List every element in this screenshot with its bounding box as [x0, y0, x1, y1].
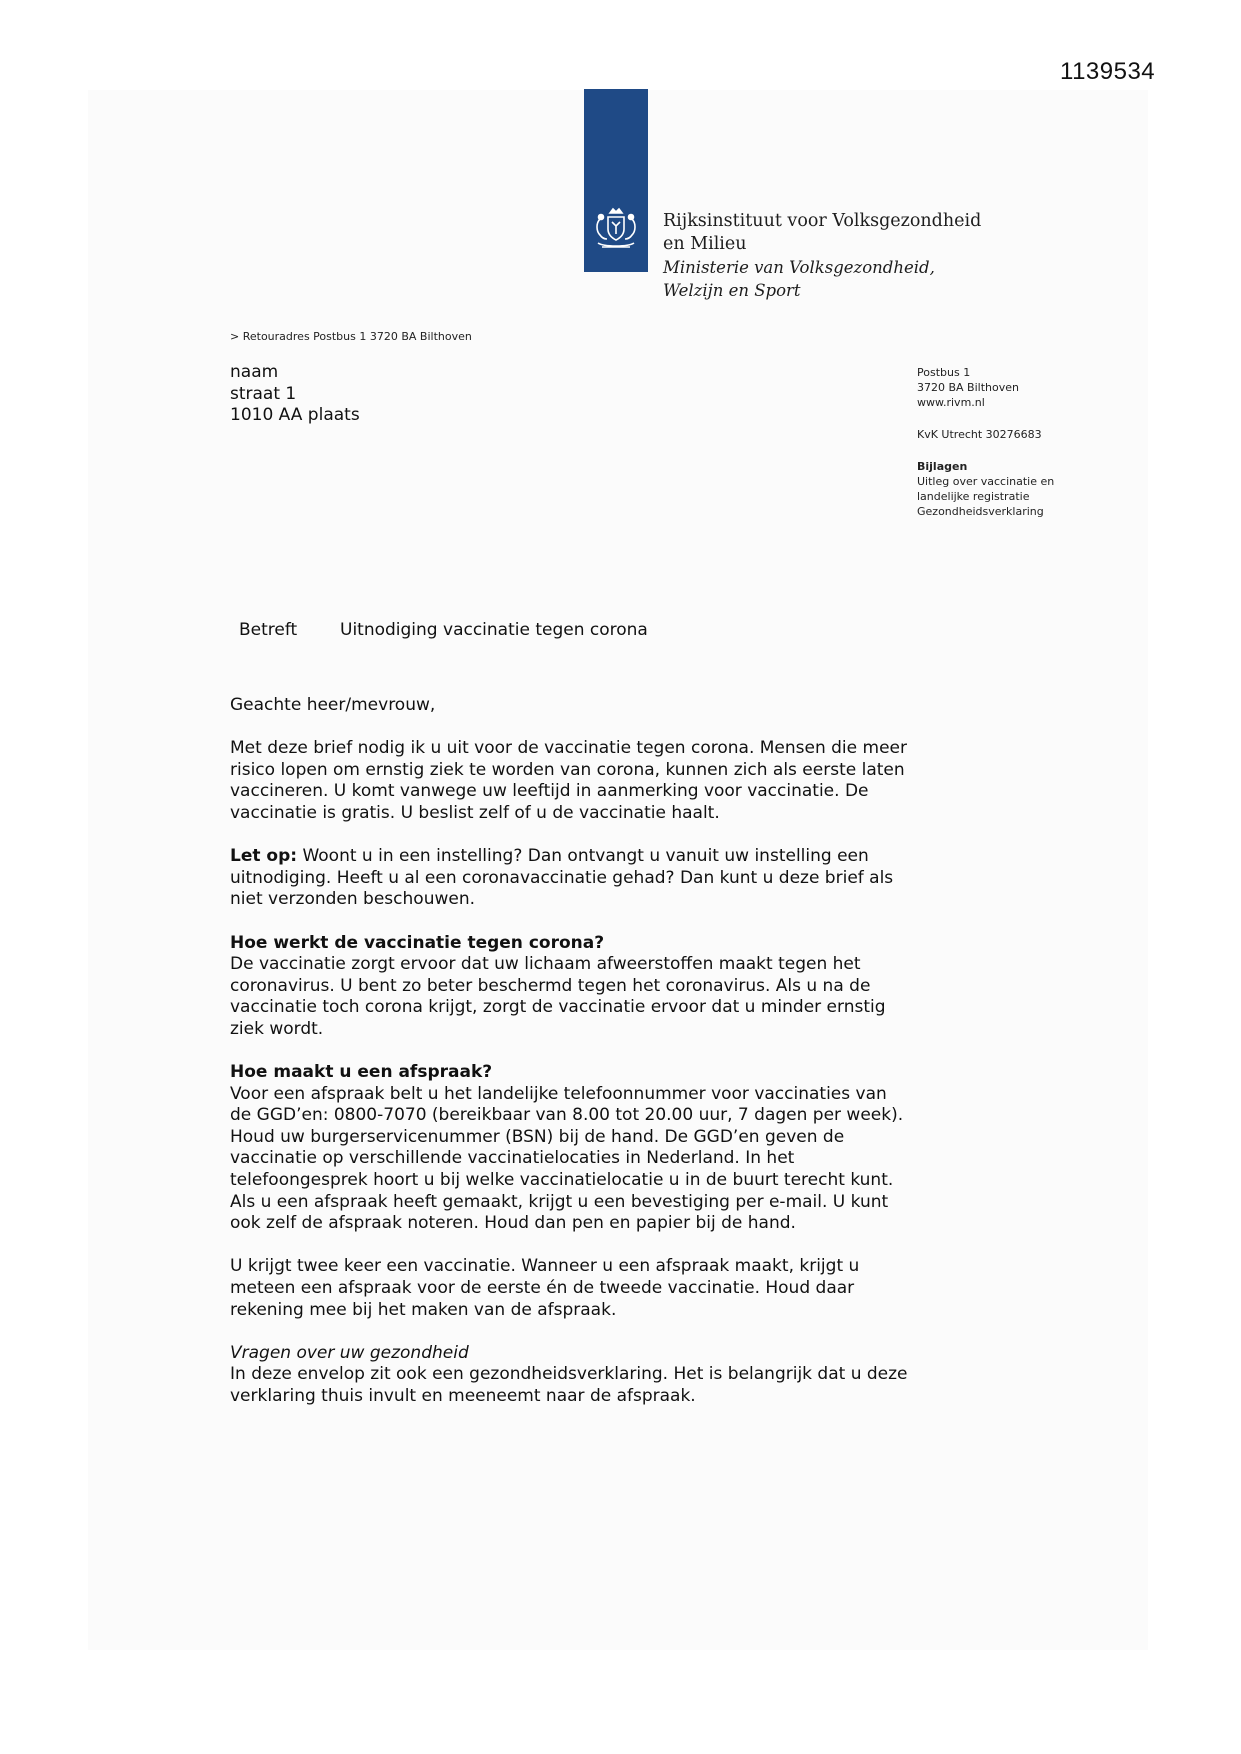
recipient-city: 1010 AA plaats: [230, 405, 360, 425]
salutation: Geachte heer/mevrouw,: [230, 695, 436, 715]
coat-of-arms-icon: [590, 203, 642, 255]
attachment-line-1: Uitleg over vaccinatie en: [917, 475, 1055, 488]
note-label: Let op:: [230, 846, 298, 867]
note-paragraph: [230, 846, 910, 911]
attachments-label: Bijlagen: [917, 460, 968, 473]
org-line-1: Rijksinstituut voor Volksgezondheid: [663, 211, 982, 231]
ministry-line-2: Welzijn en Sport: [663, 281, 801, 300]
org-line-2: en Milieu: [663, 234, 747, 254]
paragraph-how-works: De vaccinatie zorgt ervoor dat uw lichaam afweerstoffen maakt tegen het coronavirus. U bent zo beter beschermd tegen het coronavirus. Als u na de vaccinatie toch corona krijgt, zorgt de vaccinatie ervoor dat u minder ernstig ziek wordt.: [230, 954, 886, 1039]
heading-how-works: Hoe werkt de vaccinatie tegen corona?: [230, 932, 605, 953]
letter-body: [230, 695, 910, 1429]
sender-postbus: Postbus 1: [917, 366, 971, 379]
sender-city: 3720 BA Bilthoven: [917, 381, 1019, 394]
recipient-name: naam: [230, 362, 279, 382]
heading-health: Vragen over uw gezondheid: [230, 1342, 469, 1363]
government-logo: [584, 89, 648, 272]
sender-website: www.rivm.nl: [917, 396, 985, 409]
return-address: > Retouradres Postbus 1 3720 BA Bilthoven: [230, 330, 472, 343]
sender-kvk: KvK Utrecht 30276683: [917, 428, 1042, 441]
ministry-line-1: Ministerie van Volksgezondheid,: [663, 258, 935, 277]
recipient-address: [230, 362, 360, 427]
recipient-street: straat 1: [230, 383, 297, 404]
subject-value: Uitnodiging vaccinatie tegen corona: [340, 620, 648, 640]
sender-details: [917, 365, 1107, 519]
attachment-line-3: Gezondheidsverklaring: [917, 505, 1044, 518]
document-number: 1139534: [1060, 58, 1156, 85]
paragraph-invitation: Met deze brief nodig ik u uit voor de vaccinatie tegen corona. Mensen die meer risico lopen om ernstig ziek te worden van corona, kunnen zich als eerste laten vaccineren. U komt vanwege uw leeftijd in aanmerking voor vaccinatie. De vaccinatie is gratis. U beslist zelf of u de vaccinatie haalt.: [230, 738, 907, 823]
organisation-name: [663, 210, 1003, 302]
health-section: [230, 1343, 910, 1408]
subject-label: Betreft: [239, 620, 298, 640]
paragraph-appointment: Voor een afspraak belt u het landelijke telefoonnummer voor vaccinaties van de GGD’en: 0800-7070 (bereikbaar van 8.00 tot 20.00 uur, 7 dagen per week). Houd uw burgerservicenummer (BSN) bij de hand. De GGD’en geven de vaccinatie op verschillende vaccinatielocaties in Nederland. In het telefoongesprek hoort u bij welke vaccinatielocatie u in de buurt terecht kunt. Als u een afspraak heeft gemaakt, krijgt u een bevestiging per e-mail. U kunt ook zelf de afspraak noteren. Houd dan pen en papier bij de hand.: [230, 1083, 904, 1234]
note-text: Woont u in een instelling? Dan ontvangt u vanuit uw instelling een uitnodiging. Heeft u al een coronavaccinatie gehad? Dan kunt u deze brief als niet verzonden beschouwen.: [230, 846, 894, 910]
paragraph-two-doses: U krijgt twee keer een vaccinatie. Wanneer u een afspraak maakt, krijgt u meteen een afspraak voor de eerste én de tweede vaccinatie. Houd daar rekening mee bij het maken van de afspraak.: [230, 1256, 860, 1320]
subject-line: [239, 620, 648, 640]
paragraph-health: In deze envelop zit ook een gezondheidsverklaring. Het is belangrijk dat u deze verklaring thuis invult en meeneemt naar de afspraak.: [230, 1364, 908, 1406]
attachment-line-2: landelijke registratie: [917, 490, 1030, 503]
heading-appointment: Hoe maakt u een afspraak?: [230, 1062, 493, 1083]
